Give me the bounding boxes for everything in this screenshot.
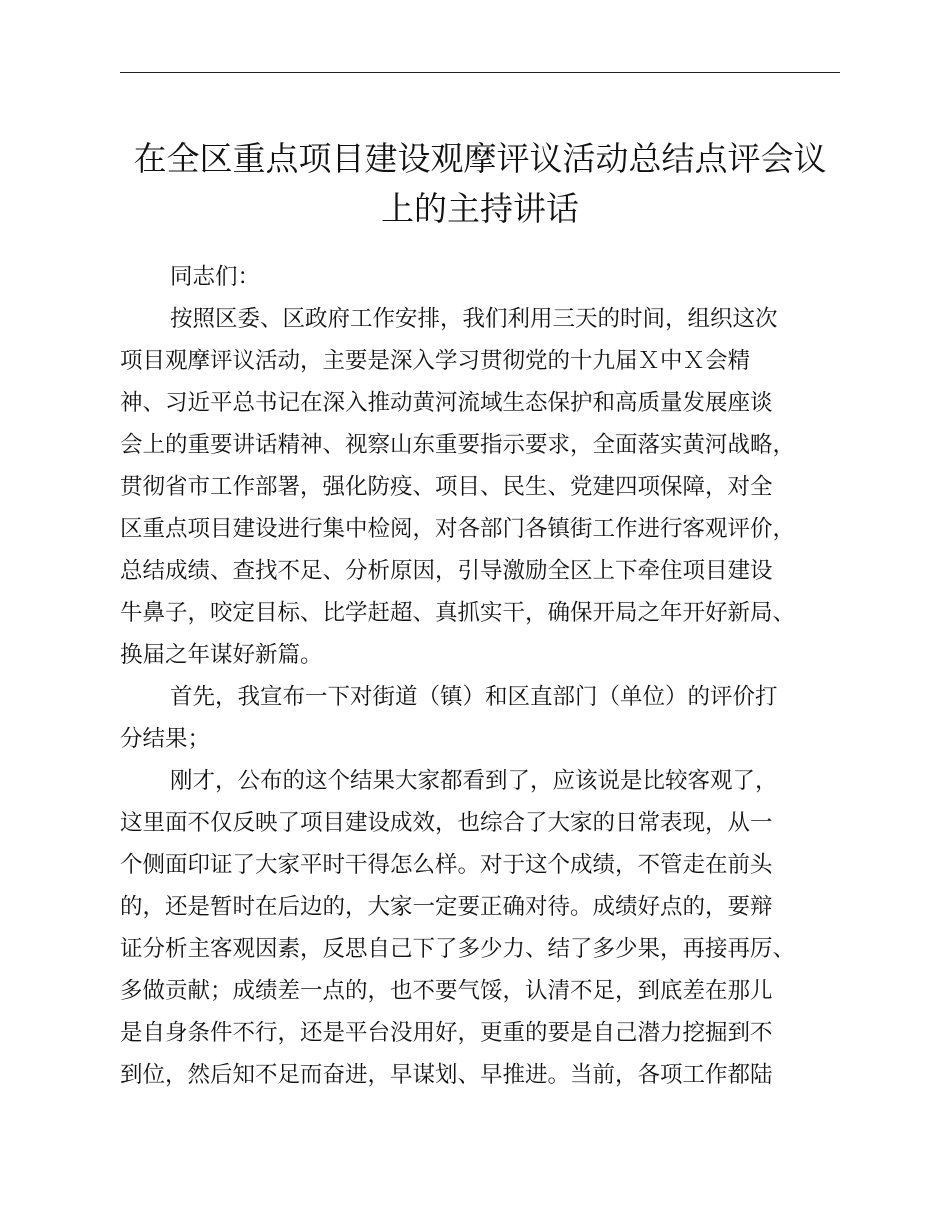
text-line: 神、习近平总书记在深入推动黄河流域生态保护和高质量发展座谈	[120, 390, 773, 416]
document-title	[110, 134, 850, 234]
text-line: 到位，然后知不足而奋进，早谋划、早推进。当前，各项工作都陆	[120, 1062, 773, 1088]
document-body	[120, 256, 860, 1096]
text-line: 个侧面印证了大家平时干得怎么样。对于这个成绩，不管走在前头	[120, 852, 773, 878]
text-line: 贯彻省市工作部署，强化防疫、项目、民生、党建四项保障，对全	[120, 474, 773, 500]
text-line: 多做贡献；成绩差一点的，也不要气馁，认清不足，到底差在那儿	[120, 978, 773, 1004]
paragraph-3	[120, 760, 860, 1096]
text-line: 刚才，公布的这个结果大家都看到了，应该说是比较客观了，	[170, 768, 778, 794]
text-line: 牛鼻子，咬定目标、比学赶超、真抓实干，确保开局之年开好新局、	[120, 600, 796, 626]
text-line: 按照区委、区政府工作安排，我们利用三天的时间，组织这次	[170, 306, 778, 332]
text-line: 分结果；	[120, 726, 211, 752]
text-line: 换届之年谋好新篇。	[120, 642, 323, 668]
text-line: 项目观摩评议活动，主要是深入学习贯彻党的十九届Ｘ中Ｘ会精	[120, 348, 751, 374]
text-line: 是自身条件不行，还是平台没用好，更重的要是自己潜力挖掘到不	[120, 1020, 773, 1046]
paragraph-2	[120, 676, 860, 760]
title-line: 上的主持讲话	[381, 189, 579, 228]
text-line: 会上的重要讲话精神、视察山东重要指示要求，全面落实黄河战略，	[120, 432, 796, 458]
salutation: 同志们：	[170, 264, 261, 290]
text-line: 的，还是暂时在后边的，大家一定要正确对待。成绩好点的，要辩	[120, 894, 773, 920]
header-rule	[120, 72, 840, 73]
text-line: 首先，我宣布一下对街道（镇）和区直部门（单位）的评价打	[170, 684, 778, 710]
text-line: 这里面不仅反映了项目建设成效，也综合了大家的日常表现，从一	[120, 810, 773, 836]
paragraph-1	[120, 298, 860, 676]
text-line: 区重点项目建设进行集中检阅，对各部门各镇街工作进行客观评价，	[120, 516, 796, 542]
text-line: 证分析主客观因素，反思自己下了多少力、结了多少果，再接再厉、	[120, 936, 796, 962]
title-line: 在全区重点项目建设观摩评议活动总结点评会议	[133, 139, 827, 178]
text-line: 总结成绩、查找不足、分析原因，引导激励全区上下牵住项目建设	[120, 558, 773, 584]
